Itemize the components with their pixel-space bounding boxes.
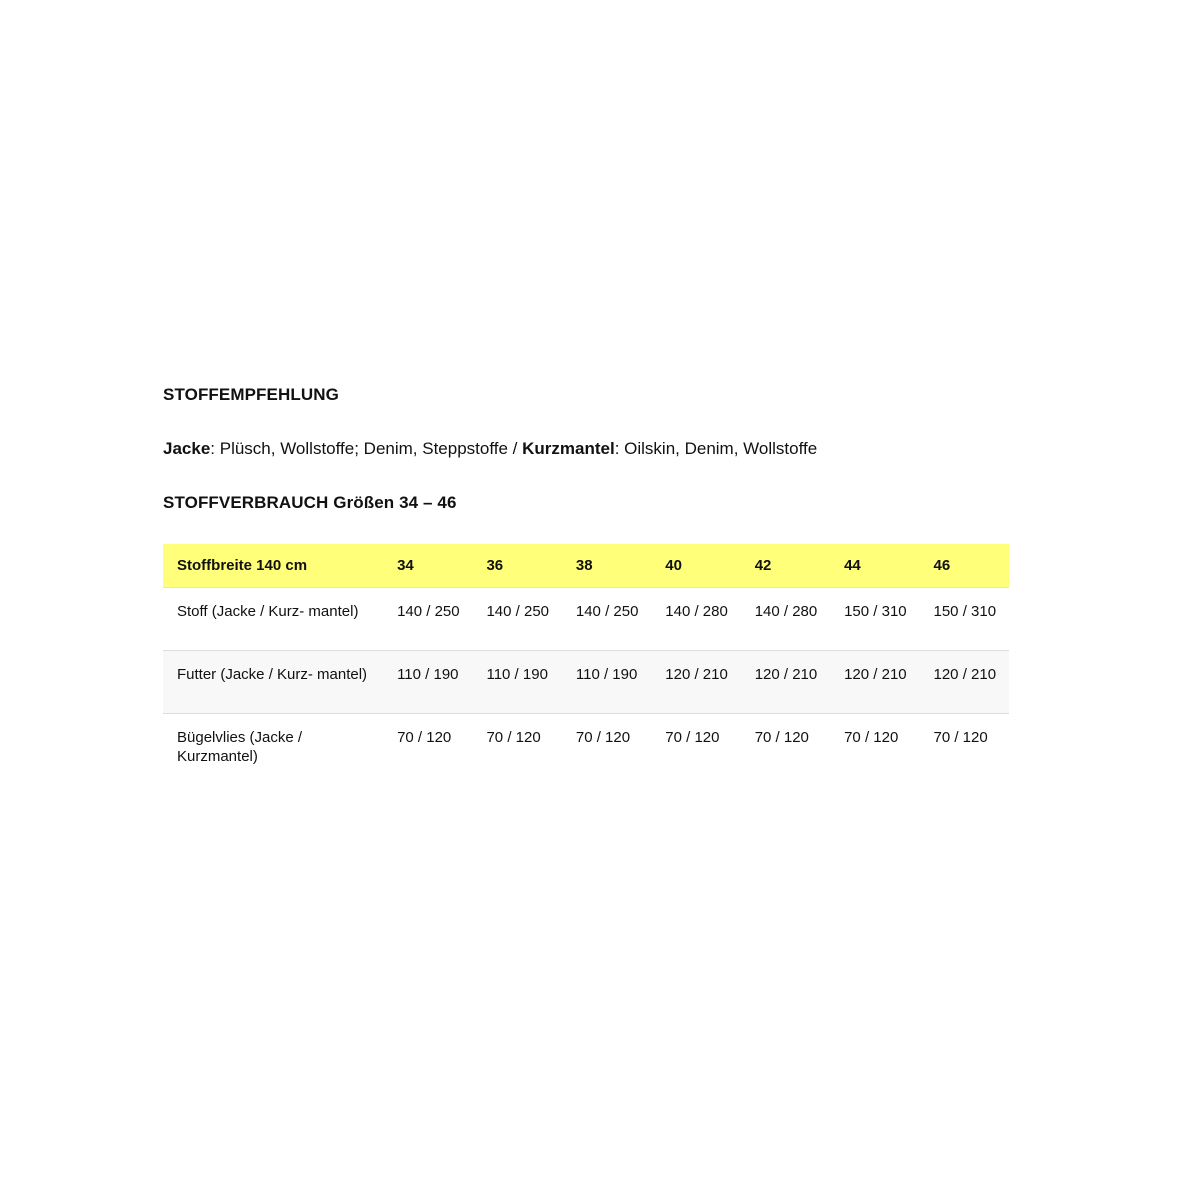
table-row — [163, 651, 1009, 714]
kurzmantel-fabrics: : Oilskin, Denim, Wollstoffe — [614, 439, 818, 458]
document-content — [163, 384, 1009, 776]
header-size-44: 44 — [830, 544, 919, 588]
table-cell: 140 / 250 — [472, 588, 561, 651]
fabric-usage-table — [163, 544, 1009, 776]
table-cell: 110 / 190 — [562, 651, 651, 714]
table-cell: 150 / 310 — [830, 588, 919, 651]
header-size-46: 46 — [920, 544, 1010, 588]
table-row — [163, 588, 1009, 651]
kurzmantel-label: Kurzmantel — [522, 439, 615, 458]
fabric-recommendation-heading: STOFFEMPFEHLUNG — [163, 385, 339, 404]
row-label: Bügelvlies (Jacke / Kurzmantel) — [177, 729, 303, 765]
header-size-42: 42 — [741, 544, 830, 588]
table-cell: 140 / 280 — [741, 588, 830, 651]
table-row — [163, 714, 1009, 777]
table-cell: 70 / 120 — [397, 729, 452, 746]
fabric-usage-heading: STOFFVERBRAUCH Größen 34 – 46 — [163, 493, 457, 512]
table-cell: 120 / 210 — [920, 651, 1010, 714]
header-size-38: 38 — [562, 544, 651, 588]
header-size-36: 36 — [472, 544, 561, 588]
table-header-row — [163, 544, 1009, 588]
table-cell: 70 / 120 — [486, 729, 541, 746]
table-cell: 120 / 210 — [741, 651, 830, 714]
jacke-label: Jacke — [163, 439, 211, 458]
table-cell: 140 / 280 — [651, 588, 740, 651]
header-fabric-width: Stoffbreite 140 cm — [163, 544, 383, 588]
table-cell: 70 / 120 — [933, 729, 988, 746]
jacke-fabrics: : Plüsch, Wollstoffe; Denim, Steppstoffe / — [210, 439, 523, 458]
table-cell: 150 / 310 — [920, 588, 1010, 651]
table-cell: 110 / 190 — [472, 651, 561, 714]
table-cell: 120 / 210 — [830, 651, 919, 714]
table-cell: 140 / 250 — [562, 588, 651, 651]
fabric-recommendation-text — [163, 438, 1009, 460]
header-size-34: 34 — [383, 544, 472, 588]
table-cell: 70 / 120 — [665, 729, 720, 746]
table-cell: 70 / 120 — [575, 729, 631, 746]
row-label: Futter (Jacke / Kurz- mantel) — [163, 651, 383, 714]
table-cell: 110 / 190 — [383, 651, 472, 714]
table-cell: 120 / 210 — [651, 651, 740, 714]
table-cell: 140 / 250 — [383, 588, 472, 651]
row-label: Stoff (Jacke / Kurz- mantel) — [163, 588, 383, 651]
table-cell: 70 / 120 — [844, 729, 899, 746]
header-size-40: 40 — [651, 544, 740, 588]
table-cell: 70 / 120 — [754, 729, 809, 746]
